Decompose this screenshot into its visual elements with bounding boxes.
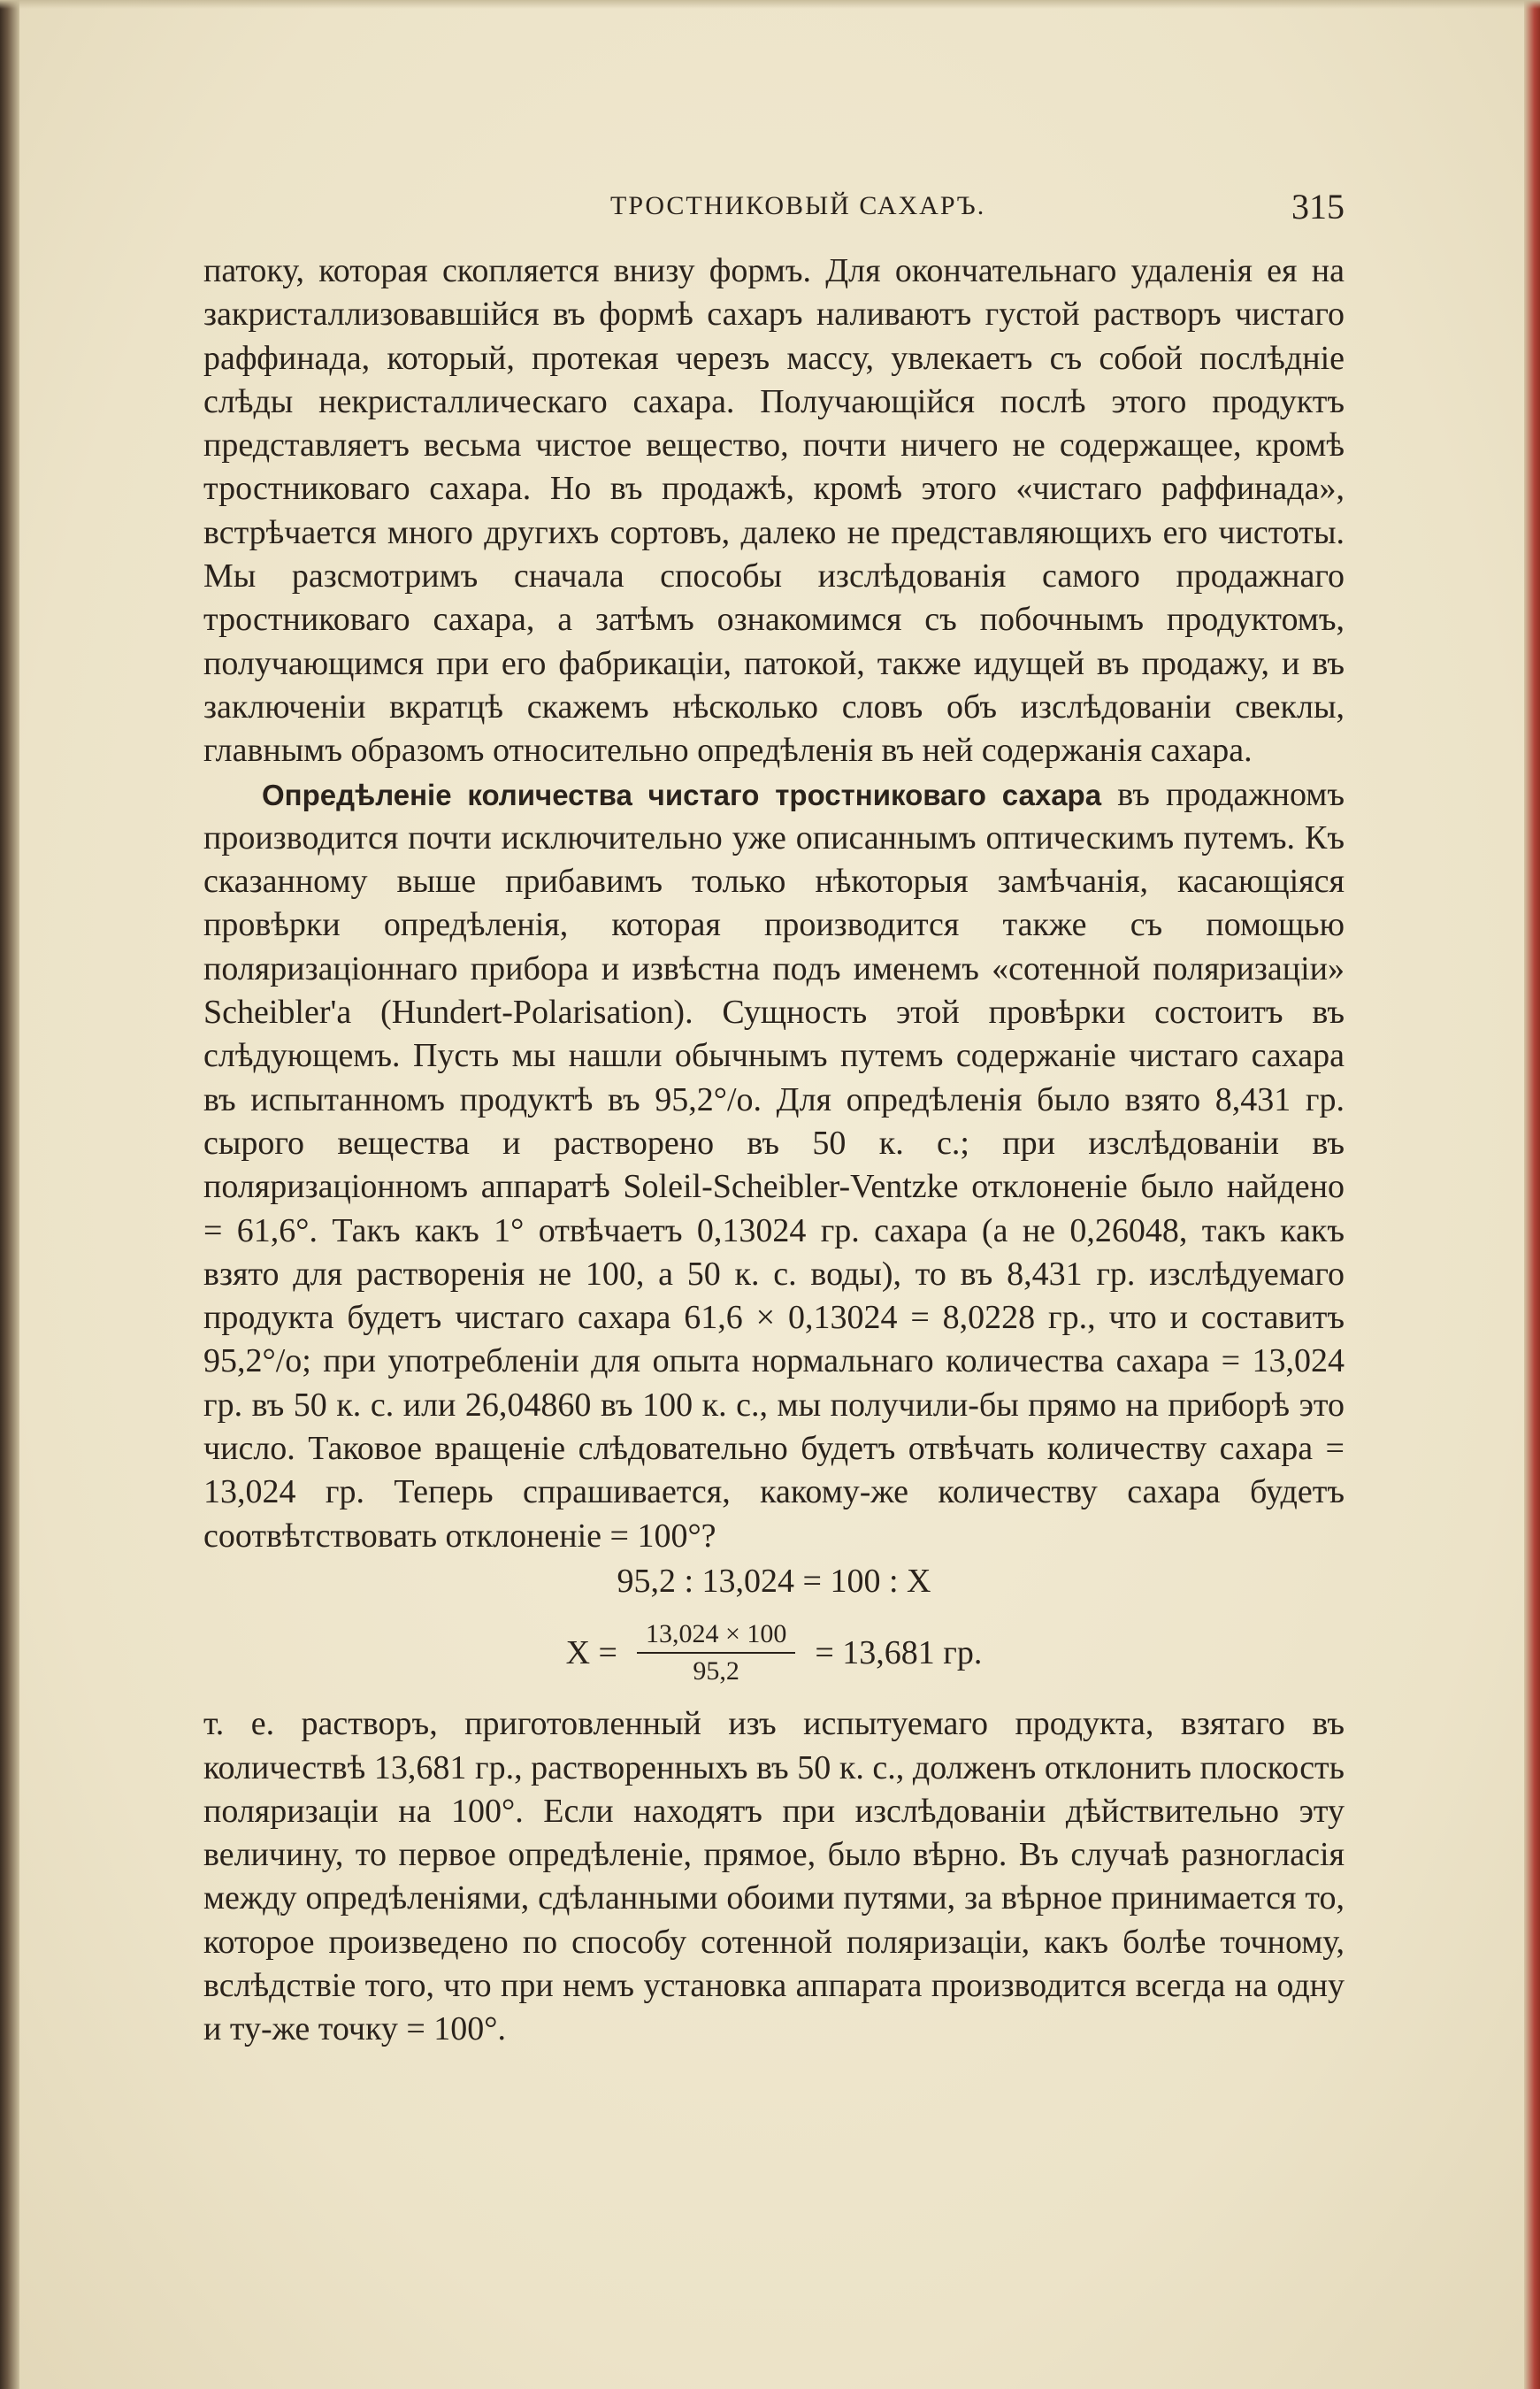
page-edge-right bbox=[1524, 0, 1540, 2389]
paragraph-2-text: въ продажномъ производится почти исключительно уже описаннымъ оптическимъ путемъ. Къ сказанному выше прибавимъ только нѣкоторыя замѣчанія, касающіяся провѣрки опредѣленія, которая производится также съ помощью поляризаціоннаго прибора и извѣстна подъ именемъ «сотенной поляризаціи» Scheibler'а (Hundert-Polarisation). Сущность этой провѣрки состоитъ въ слѣдующемъ. Пусть мы нашли обычнымъ путемъ содержаніе чистаго сахара въ испытанномъ продуктѣ въ 95,2°/о. Для опредѣленія было взято 8,431 гр. сырого вещества и растворено въ 50 к. с.; при изслѣдованіи въ поляризаціонномъ аппаратѣ Soleil-Scheibler-Ventzke отклоненіе было найдено = 61,6°. Такъ какъ 1° отвѣчаетъ 0,13024 гр. сахара (а не 0,26048, такъ какъ взято для растворенія не 100, а 50 к. с. воды), то въ 8,431 гр. изслѣдуемаго продукта будетъ чистаго сахара 61,6 × 0,13024 = 8,0228 гр., что и составитъ 95,2°/о; при употребленіи для опыта нормальнаго количества сахара = 13,024 гр. въ 50 к. с. или 26,04860 въ 100 к. с., мы получили-бы прямо на приборѣ это число. Таковое вращеніе слѣдовательно будетъ отвѣчать количеству сахара = 13,024 гр. Теперь спрашивается, какому-же количеству сахара будетъ соотвѣтствовать отклоненіе = 100°? bbox=[203, 775, 1345, 1555]
running-title: ТРОСТНИКОВЫЙ САХАРЪ. bbox=[610, 191, 986, 220]
formula-denominator: 95,2 bbox=[693, 1656, 739, 1686]
paragraph-1: патоку, которая скопляется внизу формъ. Для окончательнаго удаленія ея на закристаллизовавшійся въ формѣ сахаръ наливаютъ густой растворъ чистаго раффинада, который, протекая черезъ массу, увлекаетъ съ собой послѣдніе слѣды некристаллическаго сахара. Получающійся послѣ этого продуктъ представляетъ весьма чистое вещество, почти ничего не содержащее, кромѣ тростниковаго сахара. Но въ продажѣ, кромѣ этого «чистаго раффинада», встрѣчается много другихъ сортовъ, далеко не представляющихъ его чистоты. Мы разсмотримъ сначала способы изслѣдованія самого продажнаго тростниковаго сахара, а затѣмъ ознакомимся съ побочнымъ продуктомъ, получающимся при его фабрикаціи, патокой, также идущей въ продажу, и въ заключеніи вкратцѣ скажемъ нѣсколько словъ объ изслѣдованіи свеклы, главнымъ образомъ относительно опредѣленія въ ней содержанія сахара. bbox=[203, 252, 1345, 770]
paragraph-2-lead: Опредѣленіе количества чистаго тростниковаго сахара bbox=[262, 778, 1102, 811]
page-number: 315 bbox=[1291, 187, 1345, 227]
page-edge-top bbox=[0, 0, 1540, 9]
page-body bbox=[203, 250, 1345, 2052]
formula-numerator: 13,024 × 100 bbox=[637, 1617, 795, 1654]
page-header bbox=[203, 186, 1345, 235]
book-spine-shadow bbox=[0, 0, 19, 2389]
paragraph-2 bbox=[203, 773, 1345, 1558]
formula-fraction bbox=[637, 1617, 795, 1689]
formula-fraction-row bbox=[203, 1603, 1345, 1702]
formula-rhs: = 13,681 гр. bbox=[815, 1633, 983, 1671]
paragraph-3: т. е. растворъ, приготовленный изъ испытуемаго продукта, взятаго въ количествѣ 13,681 гр., растворенныхъ въ 50 к. с., долженъ отклонить плоскость поляризаціи на 100°. Если находятъ при изслѣдованіи дѣйствительно эту величину, то первое опредѣленіе, прямое, было вѣрно. Въ случаѣ разногласія между опредѣленіями, сдѣланными обоими путями, за вѣрное принимается то, которое произведено по способу сотенной поляризаціи, какъ болѣе точному, вслѣдствіе того, что при немъ установка аппарата производится всегда на одну и ту-же точку = 100°. bbox=[203, 1705, 1345, 2048]
formula-block bbox=[203, 1560, 1345, 1702]
formula-proportion: 95,2 : 13,024 = 100 : X bbox=[617, 1562, 931, 1600]
formula-lhs: X = bbox=[565, 1633, 617, 1671]
